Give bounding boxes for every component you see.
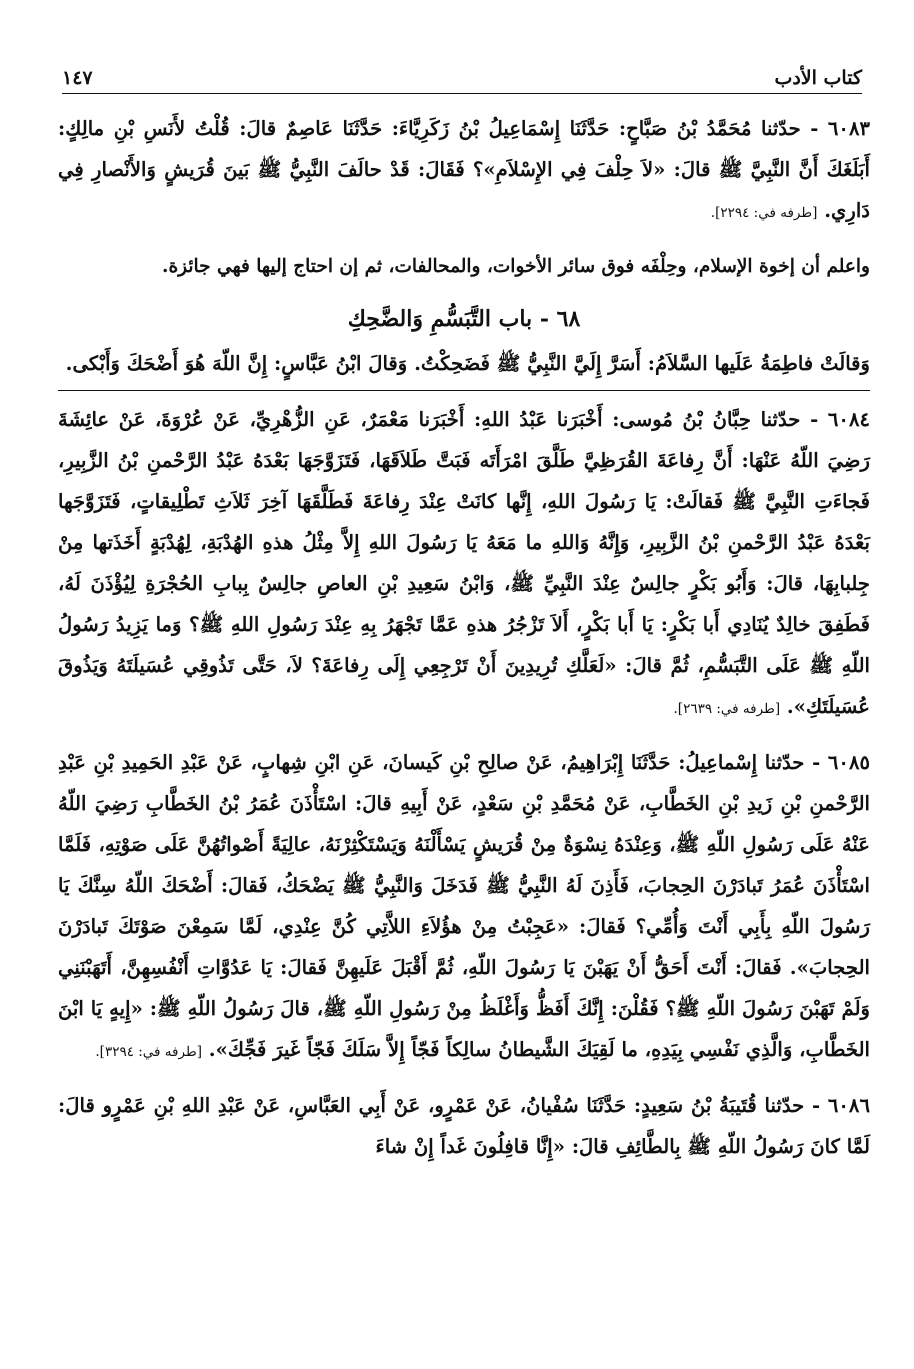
book-title: كتاب الأدب [774, 67, 862, 89]
hadith-reference: [طرفه في: ٢٢٩٤]. [710, 205, 818, 221]
hadith-6086 [58, 1085, 870, 1167]
hadith-text: حدّثنا حِبَّانُ بْنُ مُوسى: أَخْبَرَنا عَبْدُ اللهِ: أَخْبَرَنا مَعْمَرٌ، عَنِ الزُّهْرِيِّ، عَنْ عُرْوَةَ، عَنْ عائِشَةَ رَضِيَ اللّهُ عَنْهَا: أَنَّ رِفاعَةَ القُرَظِيَّ طَلَّقَ امْرَأَتَه فَبَتَّ طَلاَقَهَا، فَتَزَوَّجَهَا بَعْدَهُ عَبْدُ الرَّحْمنِ بْنُ الزَّبِيرِ، فَجاءَتِ النَّبِيَّ ﷺ فَقالَتْ: يَا رَسُولَ اللهِ، إِنَّها كانَتْ عِنْدَ رِفاعَةَ فَطَلَّقَهَا آخِرَ ثَلاَثِ تَطْلِيقاتٍ، فَتَزَوَّجَها بَعْدَهُ عَبْدُ الرَّحْمنِ بْنُ الزَّبِيرِ، وَإِنَّهُ وَاللهِ ما مَعَهُ يَا رَسُولَ اللهِ إِلاَّ مِثْلُ هذهِ الهُدْبَةِ، لِهُدْبَةٍ أَخَذَتها مِنْ جِلبابِهَا، قالَ: وَأَبُو بَكْرٍ جالِسٌ عِنْدَ النَّبِيِّ ﷺ، وَابْنُ سَعِيدِ بْنِ العاصِ جالِسٌ بِبابِ الحُجْرَةِ لِيُؤْذَنَ لَهُ، فَطَفِقَ خالِدٌ يُنَادِي أَبا بَكْرٍ: يَا أَبا بَكْرٍ، أَلاَ تَزْجُرُ هذهِ عَمَّا تَجْهَرُ بِهِ عِنْدَ رَسُولِ اللهِ ﷺ؟ وَما يَزِيدُ رَسُولُ اللّهِ ﷺ عَلَى التَّبَسُّمِ، ثُمَّ قالَ: «لَعَلَّكِ تُرِيدِينَ أَنْ تَرْجِعِي إِلَى رِفاعَةَ؟ لاَ، حَتَّى تَذُوقِي عُسَيلَتَهُ وَيَذُوقَ عُسَيلَتَكِ». [58, 408, 870, 718]
hadith-number: ٦٠٨٥ - [812, 751, 870, 774]
chapter-heading: ٦٨ - باب التَّبَسُّمِ وَالضَّحِكِ [347, 306, 581, 332]
hadith-reference: [طرفه في: ٢٦٣٩]. [673, 701, 781, 717]
hadith-6083 [58, 108, 870, 234]
hadith-text: حدّثنا مُحَمَّدُ بْنُ صَبَّاحٍ: حَدَّثَنَا إِسْمَاعِيلُ بْنُ زَكَرِيَّاءَ: حَدَّثَنَا عَاصِمٌ قالَ: قُلْتُ لأَنَسِ بْنِ مالِكٍ: أَبَلَغَكَ أَنَّ النَّبِيَّ ﷺ قالَ: «لاَ حِلْفَ فِي الإِسْلاَمِ»؟ فَقَالَ: قَدْ حالَفَ النَّبِيُّ ﷺ بَينَ قُرَيشٍ وَالأَنْصارِ فِي دَارِي. [58, 117, 870, 222]
hadith-reference: [طرفه في: ٣٢٩٤]. [95, 1044, 202, 1060]
hadith-6085 [58, 742, 870, 1073]
page-content [58, 108, 870, 1179]
hadith-number: ٦٠٨٦ - [811, 1094, 870, 1117]
hadith-text: حدّثنا قُتَيبَةُ بْنُ سَعِيدٍ: حَدَّثَنَا سُفْيانُ، عَنْ عَمْرٍو، عَنْ أَبِي العَبَّاسِ، عَنْ عَبْدِ اللهِ بْنِ عَمْرٍو قالَ: لَمَّا كانَ رَسُولُ اللّهِ ﷺ بِالطَّائِفِ قالَ: «إِنَّا قافِلُونَ غَداً إِنْ شاءَ [58, 1094, 870, 1158]
hadith-number: ٦٠٨٤ - [810, 408, 870, 431]
hadith-6084 [58, 399, 870, 730]
hadith-number: ٦٠٨٣ - [810, 117, 870, 140]
page-number: ١٤٧ [62, 67, 93, 89]
hadith-text: حدّثنا إِسْماعِيلُ: حَدَّثَنَا إِبْرَاهِيمُ، عَنْ صالِحِ بْنِ كَيسانَ، عَنِ ابْنِ شِهابٍ، عَنْ عَبْدِ الحَمِيدِ بْنِ عَبْدِ الرَّحْمنِ بْنِ زَيدِ بْنِ الخَطَّابِ، عَنْ مُحَمَّدِ بْنِ سَعْدٍ، عَنْ أَبِيهِ قالَ: اسْتَأْذَنَ عُمَرُ بْنُ الخَطَّابِ رَضِيَ اللّهُ عَنْهُ عَلَى رَسُولِ اللّهِ ﷺ، وَعِنْدَهُ نِسْوَةٌ مِنْ قُرَيشٍ يَسْأَلْنَهُ وَيَسْتَكْثِرْنَهُ، عالِيَةً أَصْواتُهُنَّ عَلَى صَوْتِهِ، فَلَمَّا اسْتَأْذَنَ عُمَرُ تَبادَرْنَ الحِجابَ، فَأَذِنَ لَهُ النَّبِيُّ ﷺ فَدَخَلَ وَالنَّبِيُّ ﷺ يَضْحَكُ، فَقالَ: أَضْحَكَ اللّهُ سِنَّكَ يَا رَسُولَ اللّهِ بِأَبِي أَنْتَ وَأُمِّي؟ فَقالَ: «عَجِبْتُ مِنْ هؤُلاَءِ اللاَّتِي كُنَّ عِنْدِي، لَمَّا سَمِعْنَ صَوْتَكَ تَبادَرْنَ الحِجابَ». فَقالَ: أَنْتَ أَحَقُّ أَنْ يَهَبْنَ يَا رَسُولَ اللّهِ، ثُمَّ أَقْبَلَ عَلَيهِنَّ فَقالَ: يَا عَدُوَّاتِ أَنْفُسِهِنَّ، أَتَهَبْنَنِي وَلَمْ تَهَبْنَ رَسُولَ اللّهِ ﷺ؟ فَقُلْنَ: إِنَّكَ أَفَظُّ وَأَغْلَظُ مِنْ رَسُولِ اللّهِ ﷺ، قالَ رَسُولُ اللّهِ ﷺ: «إِيهٍ يَا ابْنَ الخَطَّابِ، وَالَّذِي نَفْسِي بِيَدِهِ، ما لَقِيَكَ الشَّيطانُ سالِكاً فَجّاً إِلاَّ سَلَكَ فَجّاً غَيرَ فَجِّكَ». [58, 751, 870, 1061]
page-header [62, 56, 862, 94]
commentary-paragraph: واعلم أن إخوة الإسلام، وحِلْفَه فوق سائر الأخوات، والمحالفات، ثم إن احتاج إليها فهي جائزة. [162, 256, 870, 277]
chapter-intro: وَقالَتْ فاطِمَةُ عَلَيها السَّلاَمُ: أَسَرَّ إِلَيَّ النَّبِيُّ ﷺ فَضَحِكْتُ. وَقالَ ابْنُ عَبَّاسٍ: إِنَّ اللّهَ هُوَ أَضْحَكَ وَأَبْكى. [58, 343, 870, 391]
